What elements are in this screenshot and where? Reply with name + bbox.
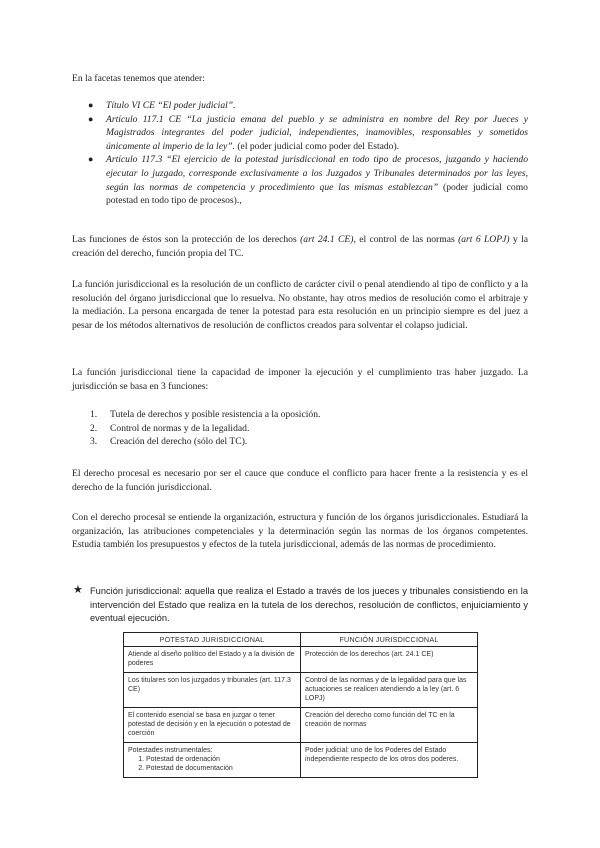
jurisdiccional-paragraph: La función jurisdiccional es la resolución de un conflicto de carácter civil o penal atendiendo al tipo de conflicto y a la resolución del órgano jurisdiccional que lo resuelva. No obstante, hay otros medios de resolución como el arbitraje y la mediación. La persona encargada de tener la potestad para esta resolución en un principio siempre es del juez a pesar de los métodos alternativos de resolución de conflictos creados para solventar el colapso judicial. bbox=[72, 279, 528, 331]
bullet-dot-icon: ● bbox=[88, 154, 94, 165]
list-item: 1. Tutela de derechos y posible resistencia a la oposición. bbox=[90, 409, 321, 420]
list-item: ● Artículo 117.1 CE “La justicia emana del pueblo y se administra en nombre del Rey por Jueces y Magistrados integrantes del poder judicial, independientes, inamovibles, responsables y sometidos únicamente al imperio de la ley”. (el poder judicial como poder del Estado). bbox=[88, 113, 528, 152]
table-row bbox=[124, 647, 478, 673]
organizacion-paragraph: Con el derecho procesal se entiende la organización, estructura y función de los órganos jurisdiccionales. Estudiará la organización, las atribuciones competenciales y la determinación según las normas de los órganos competentes. Estudia también los presupuestos y efectos de la tutela jurisdiccional, además de las normas de procedimiento. bbox=[72, 512, 528, 551]
table-cell: Creación del derecho como función del TC en la creación de normas bbox=[301, 708, 478, 743]
star-bullet-icon: ★ bbox=[73, 584, 83, 596]
procesal-paragraph: El derecho procesal es necesario por ser el cauce que conduce el conflicto para hacer frente a la resistencia y es el derecho de la función jurisdiccional. bbox=[72, 468, 528, 493]
article-bullet-list bbox=[72, 99, 528, 208]
capacidad-paragraph: La función jurisdiccional tiene la capacidad de imponer la ejecución y el cumplimiento tras haber juzgado. La jurisdicción se basa en 3 funciones: bbox=[72, 367, 528, 392]
table-row bbox=[124, 673, 478, 708]
table-row bbox=[124, 743, 478, 778]
list-item: ● Artículo 117.3 “El ejercicio de la potestad jurisdiccional en todo tipo de procesos, juzgando y haciendo ejecutar lo juzgado, corresponde exclusivamente a los Juzgados y Tribunales determinados por las leyes, según las normas de competencia y procedimiento que las mismas establezcan” (poder judicial como potestad en todo tipo de procesos)., bbox=[88, 154, 528, 207]
table-cell: Poder judicial: uno de los Poderes del Estado independiente respecto de los otros dos poderes. bbox=[301, 743, 478, 778]
table-cell: El contenido esencial se basa en juzgar o tener potestad de decisión y en la ejecución o potestad de coerción bbox=[124, 708, 301, 743]
list-item: ● Título VI CE “El poder judicial”. bbox=[88, 100, 236, 111]
table-cell: Los titulares son los juzgados y tribunales (art. 117.3 CE) bbox=[124, 673, 301, 708]
table-cell: Control de las normas y de la legalidad para que las actuaciones se realicen atendiendo a la ley (art. 6 LOPJ) bbox=[301, 673, 478, 708]
list-item: 2. Potestad de documentación bbox=[146, 764, 296, 773]
bullet-dot-icon: ● bbox=[88, 113, 94, 124]
list-item: 3. Creación del derecho (sólo del TC). bbox=[90, 436, 248, 448]
table-cell: Atiende al diseño político del Estado y a la división de poderes bbox=[124, 647, 301, 673]
table-header-row bbox=[124, 633, 478, 647]
list-item: 2. Control de normas y de la legalidad. bbox=[90, 422, 250, 434]
table-cell: Protección de los derechos (art. 24.1 CE) bbox=[301, 647, 478, 673]
potestades-list bbox=[128, 755, 296, 773]
table-row bbox=[124, 708, 478, 743]
intro-paragraph: En la facetas tenemos que atender: bbox=[72, 73, 205, 84]
comparison-table bbox=[123, 632, 478, 778]
table-header: POTESTAD JURISDICCIONAL bbox=[124, 633, 301, 647]
table-header: FUNCIÓN JURISDICCIONAL bbox=[301, 633, 478, 647]
funciones-paragraph: Las funciones de éstos son la protección de los derechos (art 24.1 CE), el control de las normas (art 6 LOPJ) y la creación del derecho, función propia del TC. bbox=[72, 234, 529, 259]
funciones-numbered-list bbox=[72, 408, 528, 449]
bullet-dot-icon: ● bbox=[88, 100, 94, 110]
star-definition-item: ★ Función jurisdiccional: aquella que realiza el Estado a través de los jueces y tribunales consistiendo en la intervención del Estado que realiza en la tutela de los derechos, resolución de conflictos, enjuiciamiento y eventual ejecución. bbox=[73, 584, 528, 624]
list-item: 1. Potestad de ordenación bbox=[146, 755, 296, 764]
table-cell: Potestades instrumentales: 1. Potestad de ordenación 2. Potestad de documentación bbox=[124, 743, 301, 778]
